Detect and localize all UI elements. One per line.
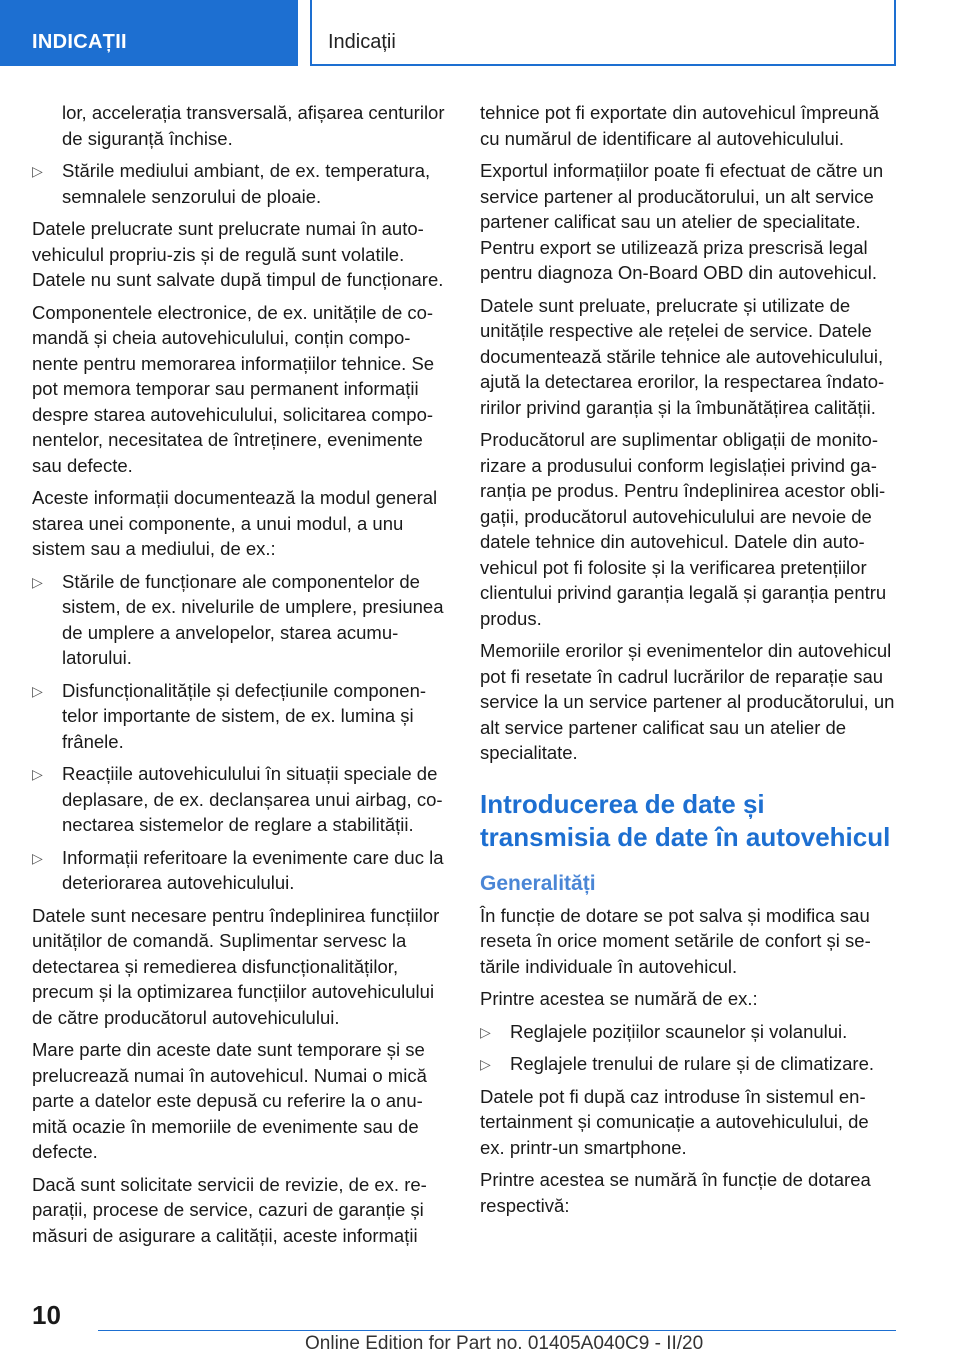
bullet-triangle-icon: ▷ bbox=[32, 682, 43, 699]
paragraph: Printre acestea se numără de ex.: bbox=[480, 988, 758, 1009]
footer-divider bbox=[98, 1330, 896, 1331]
left-column bbox=[32, 100, 450, 1255]
continued-bullet-text: lor, accelerația transversală, afișarea centurilor de siguranță închise. bbox=[62, 102, 445, 149]
bullet-text: Reglajele pozițiilor scaunelor și volanului. bbox=[510, 1020, 848, 1042]
paragraph: Printre acestea se numără în funcție de dotarea respectivă: bbox=[480, 1169, 871, 1216]
paragraph: Memoriile erorilor și evenimentelor din autovehicul pot fi resetate în cadrul lucrărilor de reparație sau service la un service partener al producătorului, un alt service partener calificat sau un atelier de specialitate. bbox=[480, 640, 895, 763]
bullet-item bbox=[32, 158, 450, 209]
paragraph: Datele pot fi după caz introduse în sistemul entertainment și comunicație a autovehiculului, de ex. printr-un smartphone. bbox=[480, 1085, 869, 1158]
right-column bbox=[480, 100, 898, 1225]
bullet-triangle-icon: ▷ bbox=[32, 573, 43, 590]
bullet-triangle-icon: ▷ bbox=[480, 1023, 491, 1040]
paragraph: Producătorul are suplimentar obligații de monitorizare a produsului conform legislației privind garanția pe produs. Pentru îndeplinirea acestor obligații, producătorul autovehiculului are nevoie de datele tehnice din autovehicul. Datele din autovehicul pot fi folosite și la verificarea pretențiilor clientului privind garanția legală și garanția pentru produs. bbox=[480, 429, 887, 629]
paragraph: Mare parte din aceste date sunt temporare și se prelucrează numai în autovehicul. Numai o mică parte a datelor este depusă cu referire la o anumită ocazie în memoriile de evenimente sau de defecte. bbox=[32, 1039, 427, 1162]
paragraph: tehnice pot fi exportate din autovehicul împreună cu numărul de identificare al autovehiculului. bbox=[480, 102, 880, 149]
page-number: 10 bbox=[32, 1300, 61, 1330]
section-heading: Introducerea de date și transmisia de date în autovehicul bbox=[480, 788, 891, 852]
paragraph: Exportul informațiilor poate fi efectuat de către un service partener al producătorului, un alt service partener calificat sau un atelier de specialitate. Pentru export se utilizează priza prescrisă legal pentru diagnoza On-Board OBD din autovehicul. bbox=[480, 160, 884, 283]
bullet-triangle-icon: ▷ bbox=[32, 163, 43, 179]
bullet-text: Disfuncționalitățile și defecțiunile componentelor importante de sistem, de ex. lumina și frânele. bbox=[62, 679, 427, 752]
bullet-triangle-icon: ▷ bbox=[32, 849, 43, 866]
bullet-item bbox=[32, 678, 450, 755]
bullet-item bbox=[32, 761, 450, 838]
paragraph: În funcție de dotare se pot salva și modifica sau reseta în orice moment setările de confort și setările individuale în autovehicul. bbox=[480, 904, 871, 977]
bullet-item bbox=[480, 1019, 898, 1045]
bullet-text: Stările mediului ambiant, de ex. temperatura, semnalele senzorului de ploaie. bbox=[62, 160, 431, 207]
edition-footer: Online Edition for Part no. 01405A040C9 - II/20 bbox=[305, 1333, 704, 1354]
bullet-text: Reacțiile autovehiculului în situații speciale de deplasare, de ex. declanșarea unui airbag, conectarea sistemelor de reglare a stabilității. bbox=[62, 763, 443, 835]
paragraph: Datele sunt necesare pentru îndeplinirea funcțiilor unităților de comandă. Suplimentar servesc la detectarea și remedierea disfuncționalităților, precum și la optimizarea funcțiilor autovehiculului de către producătorul autovehiculului. bbox=[32, 904, 440, 1028]
bullet-text: Informații referitoare la evenimente care duc la deteriorarea autovehiculului. bbox=[62, 846, 444, 893]
paragraph: Aceste informații documentează la modul general starea unei componente, a unui modul, a unu sistem sau a mediului, de ex.: bbox=[32, 487, 438, 559]
paragraph: Datele prelucrate sunt prelucrate numai în autovehiculul propriu-zis și de regulă sunt volatile. Datele nu sunt salvate după timpul de funcționare. bbox=[32, 218, 444, 290]
bullet-triangle-icon: ▷ bbox=[32, 766, 43, 782]
bullet-item bbox=[32, 569, 450, 671]
subsection-heading: Generalități bbox=[480, 871, 596, 895]
section-tab: INDICAȚII bbox=[0, 0, 298, 66]
bullet-item bbox=[480, 1051, 898, 1077]
bullet-triangle-icon: ▷ bbox=[480, 1056, 491, 1072]
paragraph: Componentele electronice, de ex. unitățile de comandă și cheia autovehiculului, conțin componente pentru memorarea informațiilor tehnice. Se pot memora temporar sau permanent informații despre starea autovehiculului, solicitarea componentelor, necesitatea de întreținere, evenimente sau defecte. bbox=[32, 301, 435, 476]
page-header bbox=[0, 0, 960, 66]
bullet-text: Reglajele trenului de rulare și de climatizare. bbox=[510, 1053, 875, 1074]
bullet-text: Stările de funcționare ale componentelor de sistem, de ex. nivelurile de umplere, presiunea de umplere a anvelopelor, starea acumulatorului. bbox=[62, 570, 444, 668]
bullet-item bbox=[32, 845, 450, 896]
paragraph: Dacă sunt solicitate servicii de revizie, de ex. reparații, procese de service, cazuri de garanție și măsuri de asigurare a calității, aceste informații bbox=[32, 1173, 427, 1246]
paragraph: Datele sunt preluate, prelucrate și utilizate de unitățile respective ale rețelei de service. Datele documentează stările tehnice ale autovehiculului, ajută la detectarea erorilor, la respectarea îndatoririlor privind garanția și la îmbunătățirea calității. bbox=[480, 294, 885, 418]
section-title: Indicații bbox=[310, 0, 896, 66]
